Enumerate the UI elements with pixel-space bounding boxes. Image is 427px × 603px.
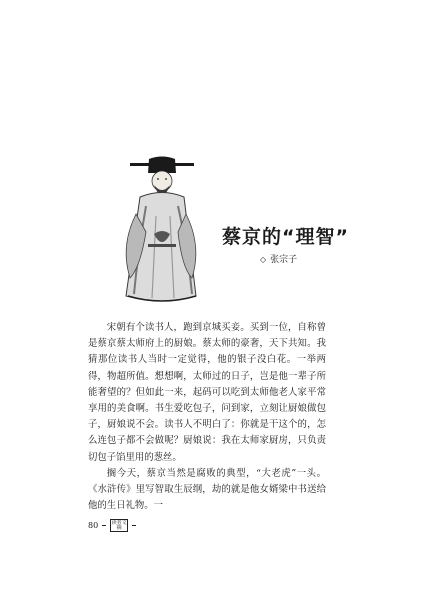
diamond-bullet-icon: ◇ xyxy=(260,255,267,264)
footer-rule xyxy=(132,525,136,526)
paragraph: 宋朝有个读书人，跑到京城买妾。买到一位，自称曾是蔡京蔡太师府上的厨娘。蔡太师的豪奢，天下共知。我猜那位读书人当时一定觉得，他的银子没白花。一举两得，物超所值。想想啊，太师过的日子，岂是他一辈子所能奢望的？但如此一来，起码可以吃到太师他老人家平常享用的美食啊。书生爱吃包子，问到家，立刻让厨娘做包子，厨娘说不会。读书人不明白了：你就是干这个的，怎么连包子都不会做呢？厨娘说：我在太师家厨房，只负责切包子馅里用的葱丝。 xyxy=(88,322,326,463)
article-title: 蔡京的“理智” xyxy=(222,226,349,248)
paragraph: 搁今天，蔡京当然是腐败的典型，“大老虎”一头。《水浒传》里写智取生辰纲，劫的就是他女婿梁中书送给他的生日礼物。一 xyxy=(88,467,326,512)
title-block xyxy=(222,222,382,265)
author-line xyxy=(260,252,297,265)
official-portrait-illustration xyxy=(116,156,208,306)
article-body xyxy=(88,320,326,514)
magazine-logo: 读者文摘 xyxy=(111,519,127,531)
footer-rule xyxy=(102,525,106,526)
author-name: 张宗子 xyxy=(270,255,298,265)
page-number: 80 xyxy=(88,521,99,530)
page-footer xyxy=(88,519,136,532)
